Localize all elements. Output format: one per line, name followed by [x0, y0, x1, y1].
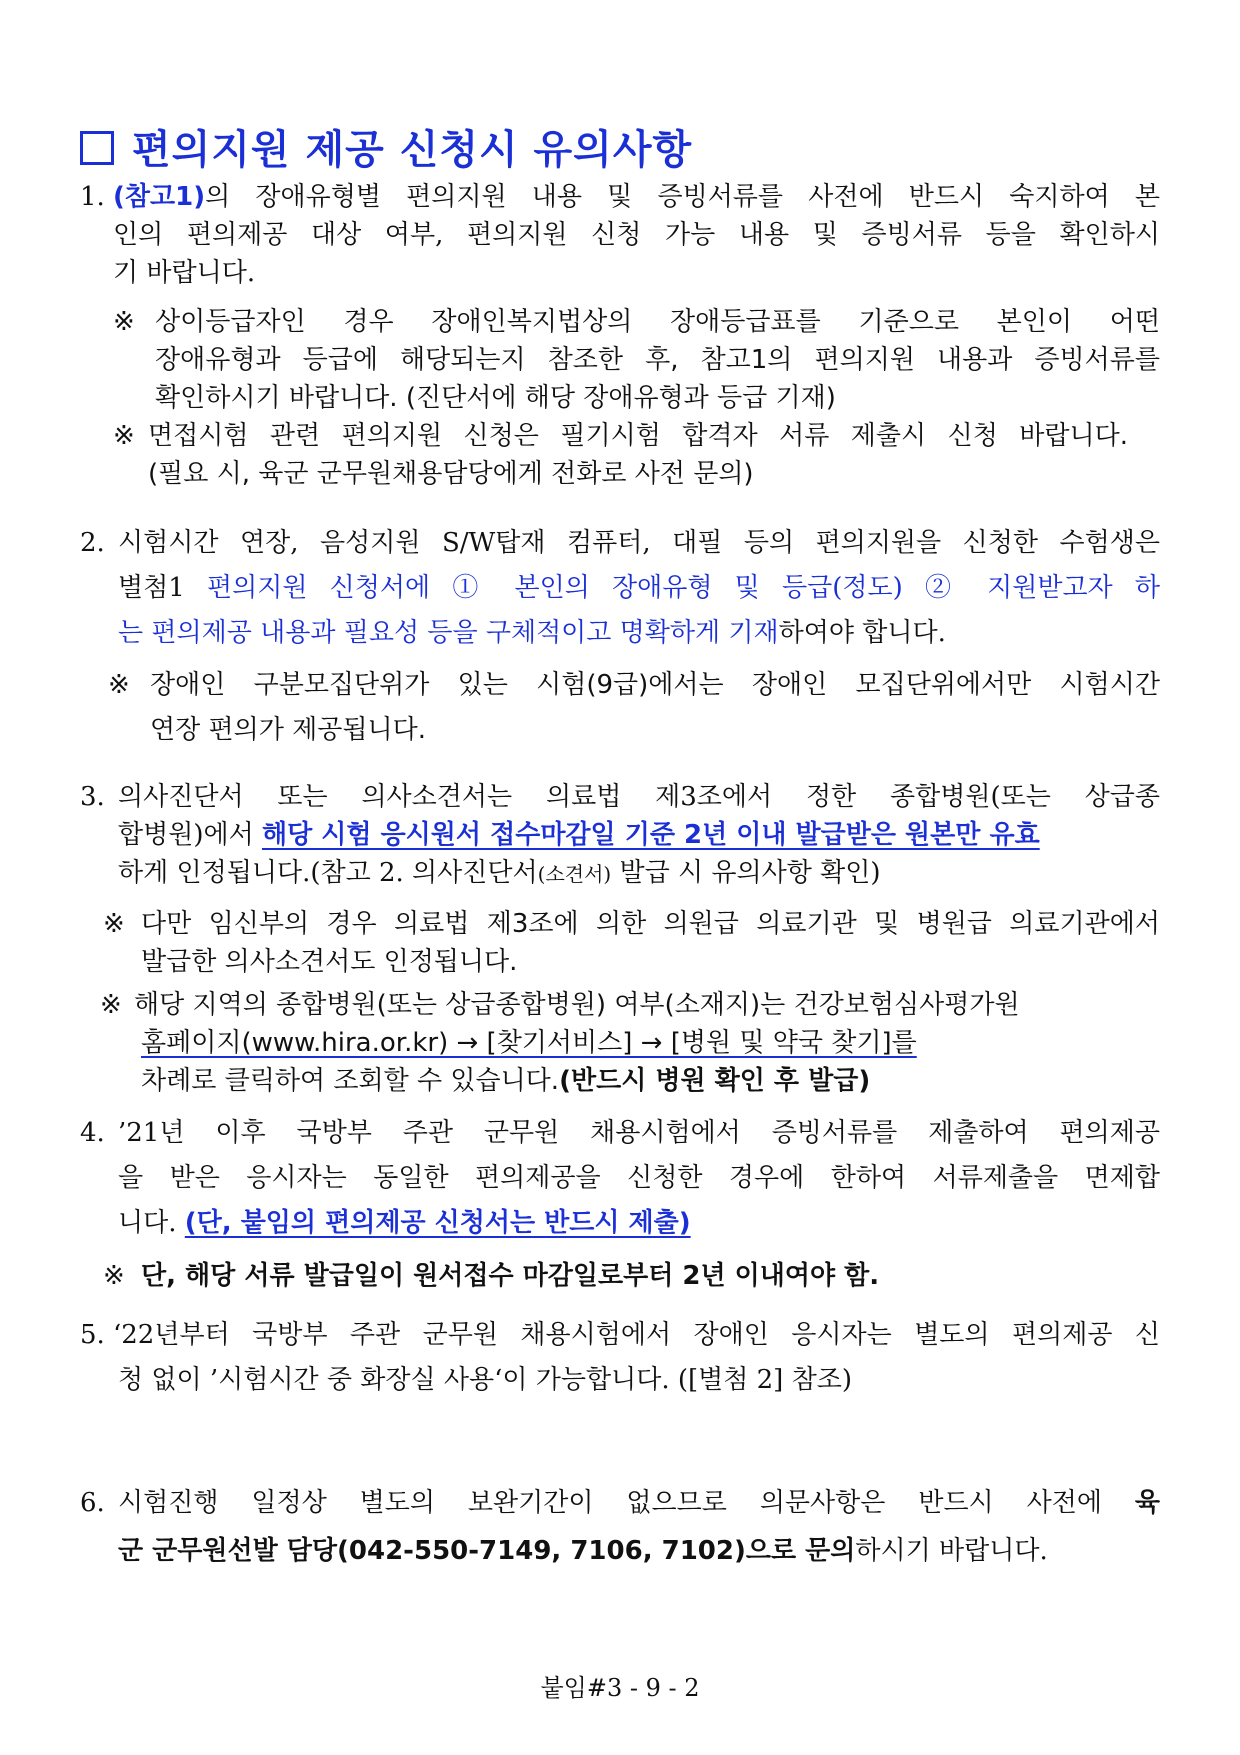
item-5-line-2: 청 없이 ’시험시간 중 화장실 사용‘이 가능합니다. ([별첨 2] 참조) [118, 1365, 852, 1395]
item-1-note-1-line-1: 상이등급자인 경우 장애인복지법상의 장애등급표를 기준으로 본인이 어떤 [155, 307, 1160, 337]
item-1-number: 1. [80, 182, 105, 212]
item-3-line-3: 하게 인정됩니다.(참고 2. 의사진단서(소견서) 발급 시 유의사항 확인) [118, 858, 881, 888]
item-3-note-2-line-1: 해당 지역의 종합병원(또는 상급종합병원) 여부(소재지)는 건강보험심사평가원 [134, 990, 1020, 1020]
item-2-number: 2. [80, 528, 105, 558]
item-2-note-1-line-2: 연장 편의가 제공됩니다. [150, 715, 426, 745]
item-2-note-1-line-1: 장애인 구분모집단위가 있는 시험(9급)에서는 장애인 모집단위에서만 시험시간 [150, 670, 1160, 700]
item-1-line-2: 인의 편의제공 대상 여부, 편의지원 신청 가능 내용 및 증빙서류 등을 확인하시 [113, 220, 1160, 250]
item-4-line-1: ’21년 이후 국방부 주관 군무원 채용시험에서 증빙서류를 제출하여 편의제공 [118, 1118, 1160, 1148]
item-4-note-1-mark: ※ [103, 1261, 125, 1291]
item-3-note-1-mark: ※ [103, 909, 125, 939]
item-1-note-2-line-1: 면접시험 관련 편의지원 신청은 필기시험 합격자 서류 제출시 신청 바랍니다. [148, 421, 1128, 451]
item-5-line-1: ‘22년부터 국방부 주관 군무원 채용시험에서 장애인 응시자는 별도의 편의제공 신 [113, 1320, 1160, 1350]
item-1-note-1-line-2: 장애유형과 등급에 해당되는지 참조한 후, 참고1의 편의지원 내용과 증빙서류를 [155, 345, 1160, 375]
validity-highlight: 해당 시험 응시원서 접수마감일 기준 2년 이내 발급받은 원본만 유효 [262, 820, 1040, 850]
item-3-note-1-line-1: 다만 임신부의 경우 의료법 제3조에 의한 의원급 의료기관 및 병원급 의료기관에서 [141, 909, 1160, 939]
item-6-line-2: 군 군무원선발 담당(042-550-7149, 7106, 7102)으로 문의하시기 바랍니다. [118, 1536, 1048, 1566]
checkbox-square-icon [80, 131, 114, 165]
army-contact-info: 군 군무원선발 담당(042-550-7149, 7106, 7102)으로 문의 [118, 1536, 856, 1566]
item-2-note-1-mark: ※ [108, 670, 130, 700]
item-5-number: 5. [80, 1320, 105, 1350]
item-1-note-1-line-3: 확인하시기 바랍니다. (진단서에 해당 장애유형과 등급 기재) [155, 383, 836, 413]
page-title: 편의지원 제공 신청시 유의사항 [80, 118, 692, 175]
application-form-required: (단, 붙임의 편의제공 신청서는 반드시 제출) [184, 1208, 691, 1238]
item-3-note-2-line-3: 차례로 클릭하여 조회할 수 있습니다.(반드시 병원 확인 후 발급) [141, 1066, 871, 1096]
item-2-line-1: 시험시간 연장, 음성지원 S/W탑재 컴퓨터, 대필 등의 편의지원을 신청한 수험생은 [118, 528, 1160, 558]
item-1-note-2-mark: ※ [113, 421, 135, 451]
item-6-line-1: 시험진행 일정상 별도의 보완기간이 없으므로 의문사항은 반드시 사전에 육 [118, 1488, 1160, 1518]
item-2-line-2: 별첨1 편의지원 신청서에 ① 본인의 장애유형 및 등급(정도) ② 지원받고자 하 [118, 573, 1160, 603]
item-3-note-2-mark: ※ [100, 990, 122, 1020]
item-3-line-1: 의사진단서 또는 의사소견서는 의료법 제3조에서 정한 종합병원(또는 상급종 [118, 782, 1160, 812]
item-1-note-2-line-2: (필요 시, 육군 군무원채용담당에게 전화로 사전 문의) [148, 459, 754, 489]
item-6-number: 6. [80, 1488, 105, 1518]
hira-website-link[interactable]: 홈페이지(www.hira.or.kr) → [찾기서비스] → [병원 및 약국 찾기]를 [141, 1028, 917, 1058]
item-4-line-2: 을 받은 응시자는 동일한 편의제공을 신청한 경우에 한하여 서류제출을 면제합 [118, 1163, 1160, 1193]
page-footer: 붙임#3 - 9 - 2 [540, 1674, 700, 1702]
item-1-note-1-mark: ※ [113, 307, 135, 337]
item-4-line-3: 니다. (단, 붙임의 편의제공 신청서는 반드시 제출) [118, 1208, 691, 1238]
item-3-number: 3. [80, 782, 105, 812]
item-1-line-3: 기 바랍니다. [113, 258, 256, 288]
item-2-line-3: 는 편의제공 내용과 필요성 등을 구체적이고 명확하게 기재하여야 합니다. [118, 618, 946, 648]
item-4-number: 4. [80, 1118, 105, 1148]
item-4-note-1-line-1: 단, 해당 서류 발급일이 원서접수 마감일로부터 2년 이내여야 함. [141, 1261, 880, 1291]
item-1-line-1: (참고1)의 장애유형별 편의지원 내용 및 증빙서류를 사전에 반드시 숙지하여 본 [113, 182, 1160, 212]
item-3-note-1-line-2: 발급한 의사소견서도 인정됩니다. [141, 947, 518, 977]
item-1-reference: (참고1) [113, 182, 206, 212]
item-3-line-2: 합병원)에서 해당 시험 응시원서 접수마감일 기준 2년 이내 발급받은 원본만 유효 [118, 820, 1040, 850]
